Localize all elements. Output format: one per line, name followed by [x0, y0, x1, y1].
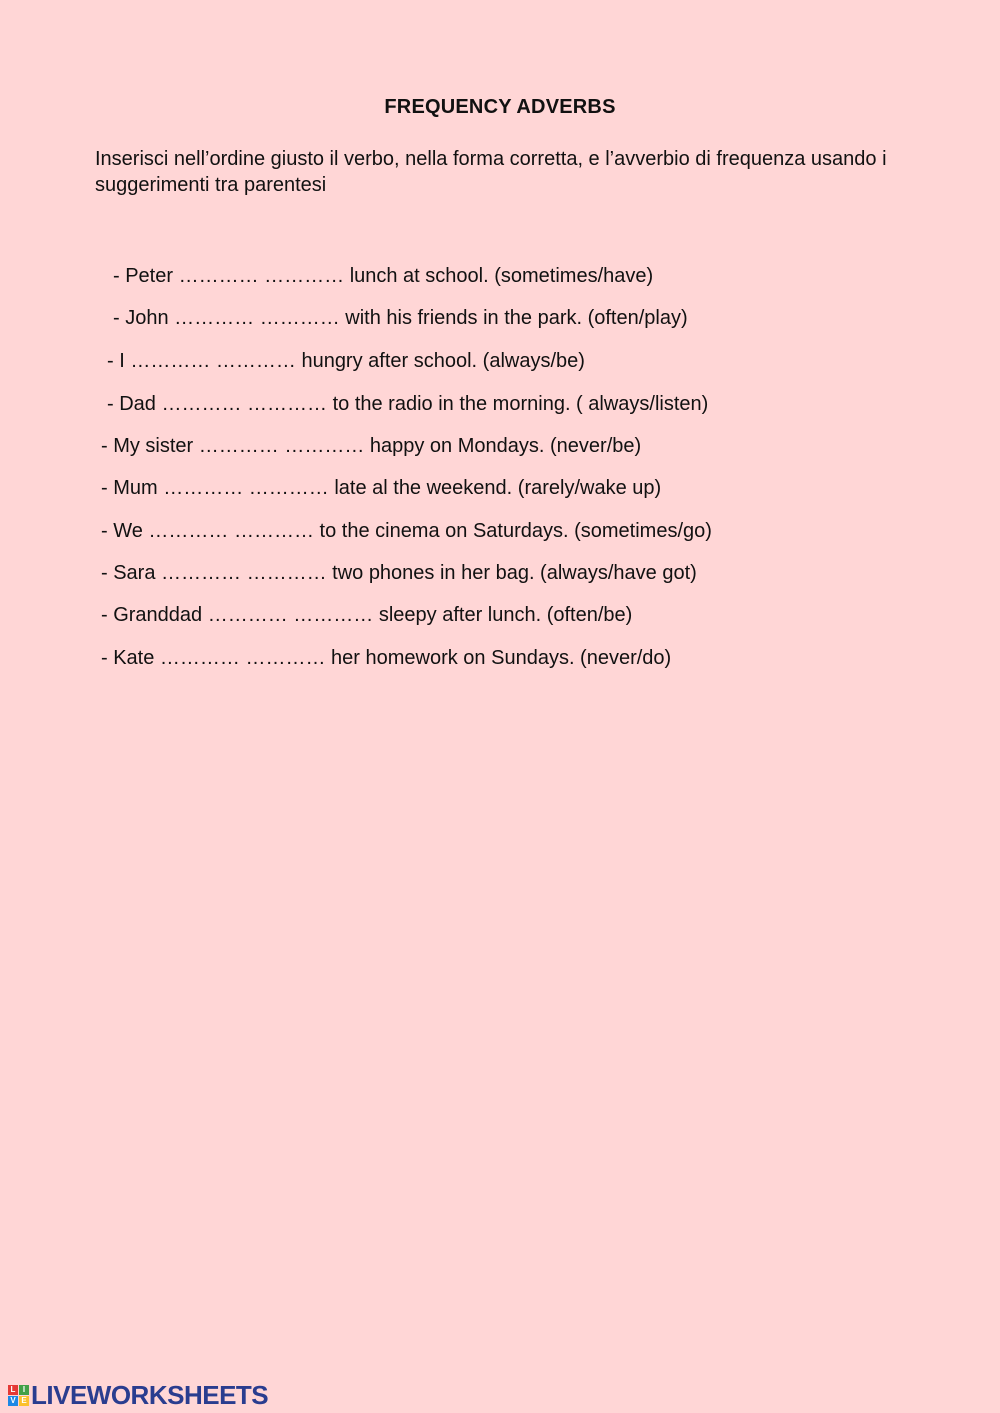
exercise-item: - Kate ………… ………… her homework on Sundays. (never/do)	[101, 647, 672, 669]
logo-mark-letter: V	[8, 1396, 18, 1406]
logo-text: LIVEWORKSHEETS	[31, 1379, 269, 1410]
exercise-item: - Peter ………… ………… lunch at school. (sometimes/have)	[113, 265, 654, 287]
exercise-item: - I ………… ………… hungry after school. (always/be)	[107, 350, 585, 372]
liveworksheets-logo	[8, 1379, 269, 1410]
exercise-item: - Granddad ………… ………… sleepy after lunch. (often/be)	[101, 604, 633, 626]
logo-mark-letter: E	[19, 1396, 29, 1406]
exercise-item: - We ………… ………… to the cinema on Saturdays. (sometimes/go)	[101, 520, 712, 542]
exercise-list	[0, 0, 1000, 700]
logo-mark-letter: L	[8, 1385, 18, 1395]
exercise-item: - Dad ………… ………… to the radio in the morning. ( always/listen)	[107, 393, 709, 415]
logo-mark-icon	[8, 1385, 29, 1406]
exercise-item: - Mum ………… ………… late al the weekend. (rarely/wake up)	[101, 477, 662, 499]
instructions-text: Inserisci nell’ordine giusto il verbo, nella forma corretta, e l’avverbio di frequenza usando i suggerimenti tra parentesi	[95, 148, 887, 196]
exercise-item: - John ………… ………… with his friends in the park. (often/play)	[113, 307, 688, 329]
logo-mark-letter: I	[19, 1385, 29, 1395]
exercise-item: - Sara ………… ………… two phones in her bag. (always/have got)	[101, 562, 697, 584]
exercise-item: - My sister ………… ………… happy on Mondays. (never/be)	[101, 435, 642, 457]
worksheet-title: FREQUENCY ADVERBS	[384, 96, 616, 118]
